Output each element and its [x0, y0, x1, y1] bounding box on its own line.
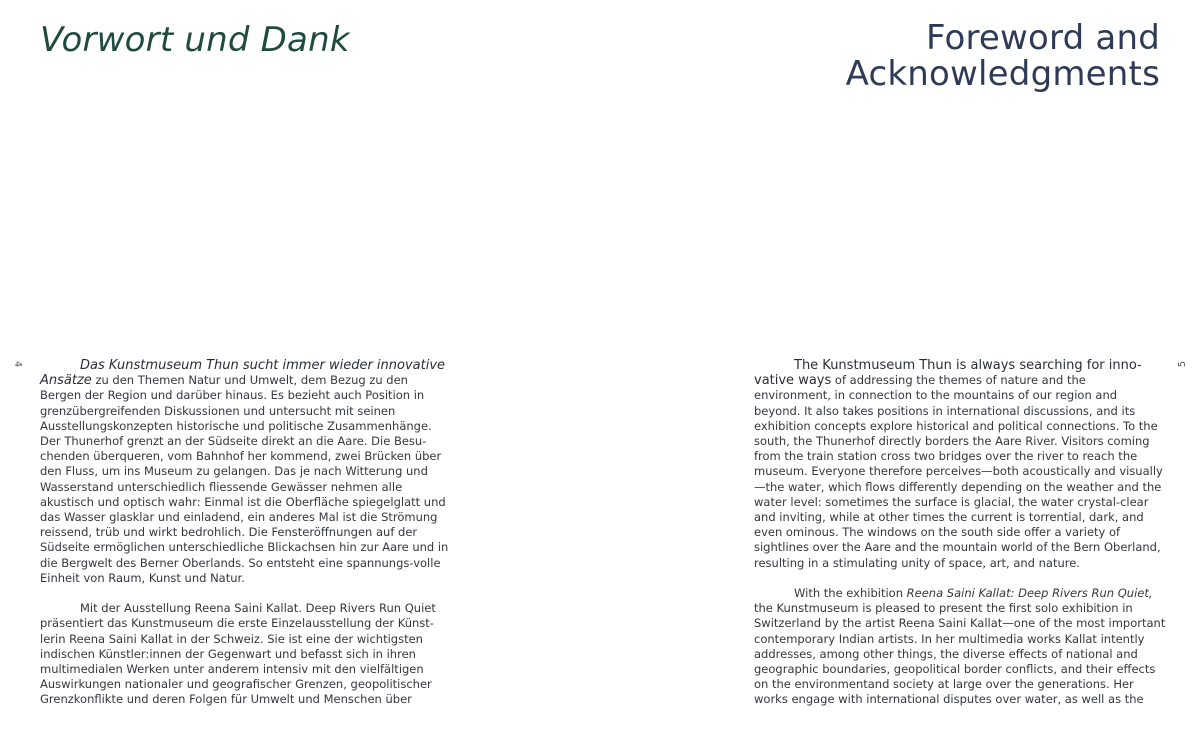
german-paragraph-1-body: zu den Themen Natur und Umwelt, dem Bezug zu den Bergen der Region und darüber hinaus. Es bezieht auch Position in grenzübergreifenden Diskussionen und untersucht mit seinen Ausstellungskonzepten historische und politische Zusammenhänge. Der Thunerhof grenzt an der Südseite direkt an die Aare. Die Besu-chenden überqueren, vom Bahnhof her kommend, zwei Brücken über den Fluss, um ins Museum zu gelangen. Das je nach Witterung und Wasserstand unterschiedlich fliessende Gewässer nehmen alle akustisch und optisch wahr: Einmal ist die Oberfläche spiegelglatt und das Wasser glasklar und einladend, ein anderes Mal ist die Strömung reissend, trüb und wirkt bedrohlich. Die Fensteröffnungen auf der Südseite ermöglichen unterschiedliche Blickachsen hin zur Aare und in die Bergwelt des Berner Oberlands. So entsteht eine spannungs-volle Einheit von Raum, Kunst und Natur.	[40, 373, 449, 585]
english-lead-phrase: The Kunstmuseum Thun is always searching for inno-vative ways	[754, 358, 1142, 389]
english-paragraph-2-prefix: With the exhibition	[794, 586, 907, 601]
german-text-column	[40, 358, 450, 708]
page-number-right: 5	[1176, 360, 1188, 368]
english-paragraph-2-body: the Kunstmuseum is pleased to present the first solo exhibition in Switzerland by the artist Reena Saini Kallat—one of the most important contemporary Indian artists. In her multimedia works Kallat intently addresses, among other things, the diverse effects of national and geographic boundaries, geopolitical border conflicts, and their effects on the environmentand society at large over the generations. Her works engage with international disputes over water, as well as the	[754, 601, 1166, 707]
english-paragraph-2	[754, 586, 1166, 708]
english-paragraph-1-body: of addressing the themes of nature and the environment, in connection to the mountains of our region and beyond. It also takes positions in international discussions, and its exhibition concepts explore historical and political connections. To the south, the Thunerhof directly borders the Aare River. Visitors coming from the train station cross two bridges over the river to reach the museum. Everyone therefore perceives—both acoustically and visually—the water, which flows differently depending on the weather and the water level: sometimes the surface is glacial, the water crystal-clear and inviting, while at other times the current is torrential, dark, and even ominous. The windows on the south side offer a variety of sightlines over the Aare and the mountain world of the Bern Oberland, resulting in a stimulating unity of space, art, and nature.	[754, 373, 1163, 570]
german-paragraph-1	[40, 358, 450, 586]
page-number-left: 4	[12, 360, 24, 368]
german-lead-phrase: Das Kunstmuseum Thun sucht immer wieder innovative Ansätze	[40, 358, 446, 389]
page-title-english-line1: Foreword and	[925, 18, 1160, 58]
english-paragraph-1	[754, 358, 1166, 571]
page-title-english-line2: Acknowledgments	[845, 54, 1160, 94]
page-title-english	[846, 20, 1160, 92]
exhibition-title: Reena Saini Kallat: Deep Rivers Run Quiet,	[906, 586, 1153, 601]
page-title-german: Vorwort und Dank	[40, 20, 350, 60]
german-paragraph-2-body: Mit der Ausstellung Reena Saini Kallat. Deep Rivers Run Quiet präsentiert das Kunstmuseum die erste Einzelausstellung der Künst-lerin Reena Saini Kallat in der Schweiz. Sie ist eine der wichtigsten indischen Künstler:innen der Gegenwart und befasst sich in ihren multimedialen Werken unter anderem intensiv mit den vielfältigen Auswirkungen nationaler und geografischer Grenzen, geopolitischer Grenzkonflikte und deren Folgen für Umwelt und Menschen über	[40, 601, 436, 707]
german-paragraph-2	[40, 601, 450, 707]
english-text-column	[754, 358, 1166, 708]
